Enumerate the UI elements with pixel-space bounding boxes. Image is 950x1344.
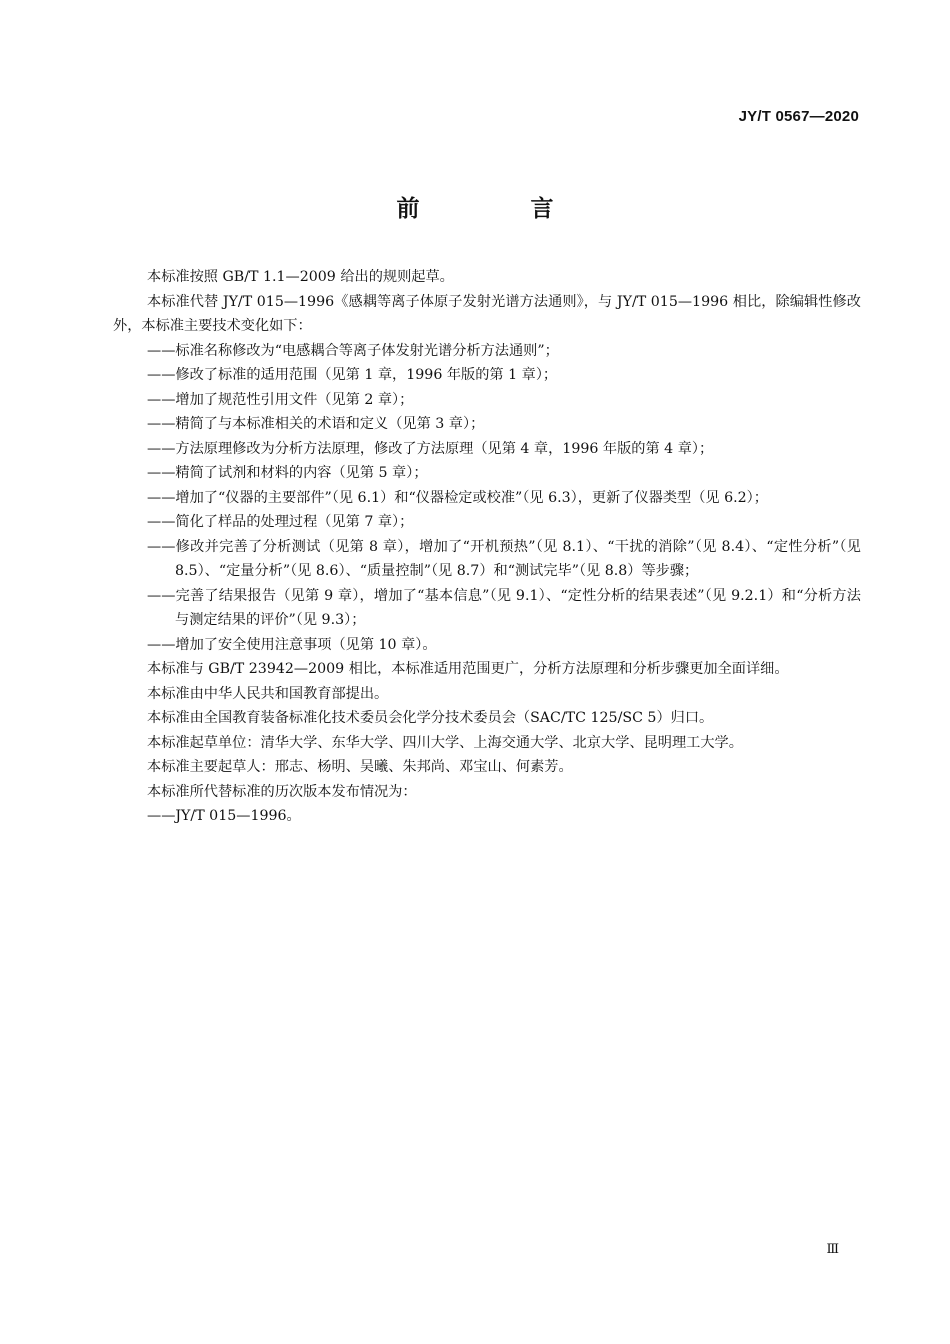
change-item: ——标准名称修改为“电感耦合等离子体发射光谱分析方法通则”； [147, 342, 559, 359]
change-item: ——增加了“仪器的主要部件”（见 6.1）和“仪器检定或校准”（见 6.3），更新了仪器类型（见 6.2）； [147, 489, 768, 506]
change-item: ——增加了规范性引用文件（见第 2 章）； [147, 391, 414, 408]
standard-code: JY/T 0567—2020 [738, 108, 859, 125]
page-number: Ⅲ [826, 1242, 838, 1257]
page-title: 前 言 [396, 196, 598, 222]
paragraph-drafting-units: 本标准起草单位：清华大学、东华大学、四川大学、上海交通大学、北京大学、昆明理工大学。 [147, 734, 743, 751]
paragraph-drafting-rules: 本标准按照 GB/T 1.1—2009 给出的规则起草。 [147, 269, 454, 285]
change-item: ——简化了样品的处理过程（见第 7 章）； [147, 514, 414, 530]
change-item: ——修改并完善了分析测试（见第 8 章），增加了“开机预热”（见 8.1）、“干扰的消除”（见 8.4）、“定性分析”（见 8.5）、“定量分析”（见 8.6）、“质量控制”（见 8.7）和“测试完毕”（见 8.8）等步骤； [147, 538, 861, 579]
change-item: ——修改了标准的适用范围（见第 1 章，1996 年版的第 1 章）； [147, 367, 558, 383]
paragraph-drafters: 本标准主要起草人：邢志、杨明、吴曦、朱邦尚、邓宝山、何素芳。 [147, 759, 573, 775]
change-item: ——完善了结果报告（见第 9 章），增加了“基本信息”（见 9.1）、“定性分析的结果表述”（见 9.2.1）和“分析方法与测定结果的评价”（见 9.3）； [147, 587, 861, 628]
paragraph-committee: 本标准由全国教育装备标准化技术委员会化学分技术委员会（SAC/TC 125/SC 5）归口。 [147, 710, 714, 726]
paragraph-replacement: 本标准代替 JY/T 015—1996《感耦等离子体原子发射光谱方法通则》，与 JY/T 015—1996 相比，除编辑性修改外，本标准主要技术变化如下： [113, 293, 861, 334]
change-item: ——精简了试剂和材料的内容（见第 5 章）； [147, 465, 428, 481]
history-item: ——JY/T 015—1996。 [147, 808, 301, 824]
change-item: ——精简了与本标准相关的术语和定义（见第 3 章）； [147, 416, 485, 432]
foreword-body [113, 265, 861, 829]
change-item: ——方法原理修改为分析方法原理，修改了方法原理（见第 4 章，1996 年版的第 4 章）； [147, 440, 714, 457]
paragraph-proposer: 本标准由中华人民共和国教育部提出。 [147, 685, 389, 702]
paragraph-history-intro: 本标准所代替标准的历次版本发布情况为： [147, 783, 417, 800]
paragraph-comparison: 本标准与 GB/T 23942—2009 相比，本标准适用范围更广，分析方法原理和分析步骤更加全面详细。 [147, 661, 789, 677]
change-item: ——增加了安全使用注意事项（见第 10 章）。 [147, 636, 437, 653]
